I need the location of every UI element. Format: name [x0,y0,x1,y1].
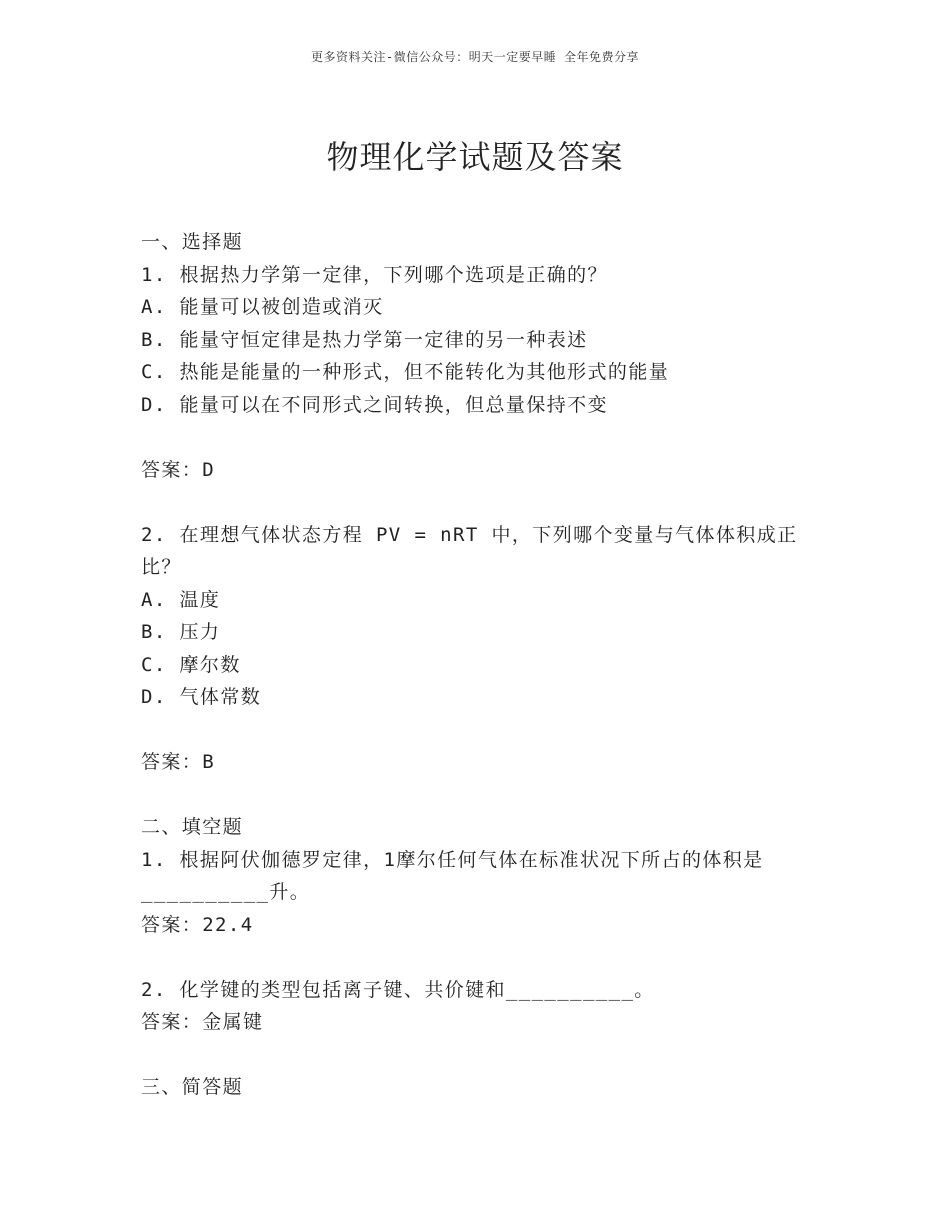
choice-q1-option-d: D. 能量可以在不同形式之间转换，但总量保持不变 [141,393,608,416]
choice-q2-stem-line2: 比？ [141,556,182,578]
spacer [141,1039,811,1072]
spacer [141,941,811,974]
choice-q1-answer: 答案：D [141,458,216,481]
document-body [141,226,811,1104]
choice-q1-option-a: A. 能量可以被创造或消灭 [141,296,384,318]
spacer [141,779,811,812]
section-heading-short: 三、简答题 [141,1076,244,1098]
fill-q1-answer: 答案：22.4 [141,913,254,936]
choice-q2-stem-line1: 2. 在理想气体状态方程 PV = nRT 中，下列哪个变量与气体体积成正 [141,523,798,546]
fill-q1-stem-line1: 1. 根据阿伏伽德罗定律，1摩尔任何气体在标准状况下所占的体积是 [141,848,764,871]
header-note: 更多资料关注-微信公众号：明天一定要早睡 全年免费分享 [311,50,639,64]
page-title: 物理化学试题及答案 [326,138,624,176]
choice-q1-stem: 1. 根据热力学第一定律，下列哪个选项是正确的？ [141,263,608,286]
choice-q2-option-c: C. 摩尔数 [141,653,241,676]
fill-q2-stem: 2. 化学键的类型包括离子键、共价键和__________。 [141,978,655,1001]
spacer [141,421,811,454]
spacer [141,486,811,519]
choice-q1-option-b: B. 能量守恒定律是热力学第一定律的另一种表述 [141,328,588,351]
fill-q2-answer: 答案：金属键 [141,1011,264,1033]
choice-q2-option-d: D. 气体常数 [141,686,262,708]
choice-q2-option-a: A. 温度 [141,588,221,611]
choice-q1-option-c: C. 热能是能量的一种形式，但不能转化为其他形式的能量 [141,361,670,383]
fill-q1-stem-line2: __________升。 [141,881,311,903]
choice-q2-answer: 答案：B [141,751,216,773]
section-heading-fill: 二、填空题 [141,816,244,838]
spacer [141,714,811,747]
section-heading-choice: 一、选择题 [141,231,244,253]
choice-q2-option-b: B. 压力 [141,621,221,643]
